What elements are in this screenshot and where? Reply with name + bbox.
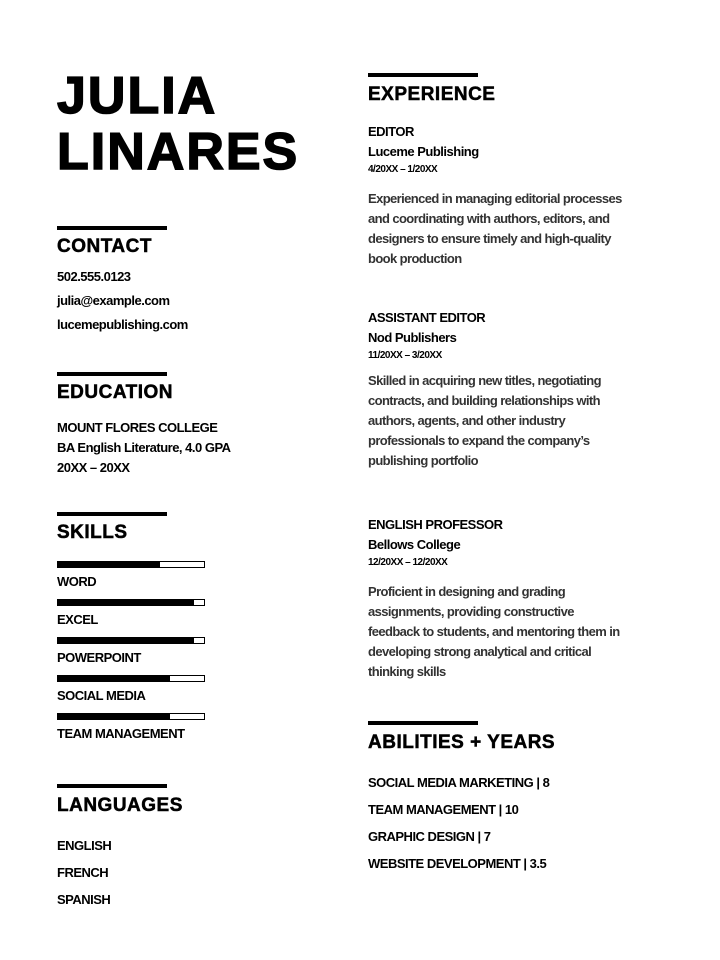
skill-bar bbox=[57, 637, 205, 644]
skill-bar-fill bbox=[58, 676, 170, 681]
divider bbox=[368, 73, 478, 77]
job-entry bbox=[368, 515, 628, 682]
skill-bar bbox=[57, 599, 205, 606]
resume-name bbox=[57, 68, 299, 180]
job-company: Bellows College bbox=[368, 537, 461, 552]
language-item: ENGLISH bbox=[57, 838, 112, 853]
website: lucemepublishing.com bbox=[57, 317, 188, 332]
skill-bar-fill bbox=[58, 600, 194, 605]
skill-item bbox=[57, 561, 205, 589]
skill-bar-fill bbox=[58, 562, 160, 567]
degree: BA English Literature, 4.0 GPA bbox=[57, 440, 231, 455]
skill-item bbox=[57, 637, 205, 665]
language-item: FRENCH bbox=[57, 865, 109, 880]
job-description: Proficient in designing and grading assignments, providing constructive feedback to students, and mentoring them in developing strong analytical and critical thinking skills bbox=[368, 584, 620, 679]
job-company: Luceme Publishing bbox=[368, 144, 479, 159]
languages-list bbox=[57, 832, 111, 913]
job-title: ASSISTANT EDITOR bbox=[368, 310, 486, 325]
skills-list bbox=[57, 561, 205, 751]
education-info bbox=[57, 418, 231, 478]
job-dates: 4/20XX – 1/20XX bbox=[368, 164, 438, 175]
education-heading: EDUCATION bbox=[57, 382, 174, 403]
experience-heading: EXPERIENCE bbox=[368, 84, 496, 105]
skill-item bbox=[57, 675, 205, 703]
contact-info bbox=[57, 265, 188, 337]
skill-bar bbox=[57, 713, 205, 720]
contact-heading: CONTACT bbox=[57, 236, 152, 257]
skill-bar-fill bbox=[58, 714, 170, 719]
job-description: Experienced in managing editorial processes and coordinating with authors, editors, and designers to ensure timely and high-quality book production bbox=[368, 191, 622, 266]
job-description: Skilled in acquiring new titles, negotiating contracts, and building relationships with authors, agents, and other industry professionals to expand the company’s publishing portfolio bbox=[368, 373, 601, 468]
skill-label: POWERPOINT bbox=[57, 650, 141, 665]
skill-bar bbox=[57, 675, 205, 682]
job-title: EDITOR bbox=[368, 124, 414, 139]
skill-item bbox=[57, 713, 205, 741]
skills-heading: SKILLS bbox=[57, 522, 128, 543]
divider bbox=[57, 226, 167, 230]
skill-label: WORD bbox=[57, 574, 97, 589]
divider bbox=[57, 372, 167, 376]
divider bbox=[368, 721, 478, 725]
divider bbox=[57, 784, 167, 788]
job-dates: 11/20XX – 3/20XX bbox=[368, 350, 442, 361]
divider bbox=[57, 512, 167, 516]
last-name: LINARES bbox=[57, 123, 300, 181]
job-entry bbox=[368, 308, 628, 471]
phone: 502.555.0123 bbox=[57, 269, 131, 284]
skill-label: EXCEL bbox=[57, 612, 98, 627]
skill-bar-fill bbox=[58, 638, 194, 643]
school: MOUNT FLORES COLLEGE bbox=[57, 420, 218, 435]
skill-label: TEAM MANAGEMENT bbox=[57, 726, 185, 741]
ability-item: GRAPHIC DESIGN | 7 bbox=[368, 829, 491, 844]
languages-heading: LANGUAGES bbox=[57, 795, 183, 816]
job-entry bbox=[368, 122, 628, 269]
first-name: JULIA bbox=[57, 67, 218, 125]
job-company: Nod Publishers bbox=[368, 330, 457, 345]
ability-item: SOCIAL MEDIA MARKETING | 8 bbox=[368, 775, 550, 790]
abilities-list bbox=[368, 769, 549, 877]
abilities-heading: ABILITIES + YEARS bbox=[368, 732, 556, 753]
education-dates: 20XX – 20XX bbox=[57, 460, 130, 475]
skill-item bbox=[57, 599, 205, 627]
language-item: SPANISH bbox=[57, 892, 111, 907]
job-title: ENGLISH PROFESSOR bbox=[368, 517, 503, 532]
skill-bar bbox=[57, 561, 205, 568]
email: julia@example.com bbox=[57, 293, 170, 308]
job-dates: 12/20XX – 12/20XX bbox=[368, 557, 448, 568]
ability-item: WEBSITE DEVELOPMENT | 3.5 bbox=[368, 856, 547, 871]
skill-label: SOCIAL MEDIA bbox=[57, 688, 146, 703]
ability-item: TEAM MANAGEMENT | 10 bbox=[368, 802, 519, 817]
